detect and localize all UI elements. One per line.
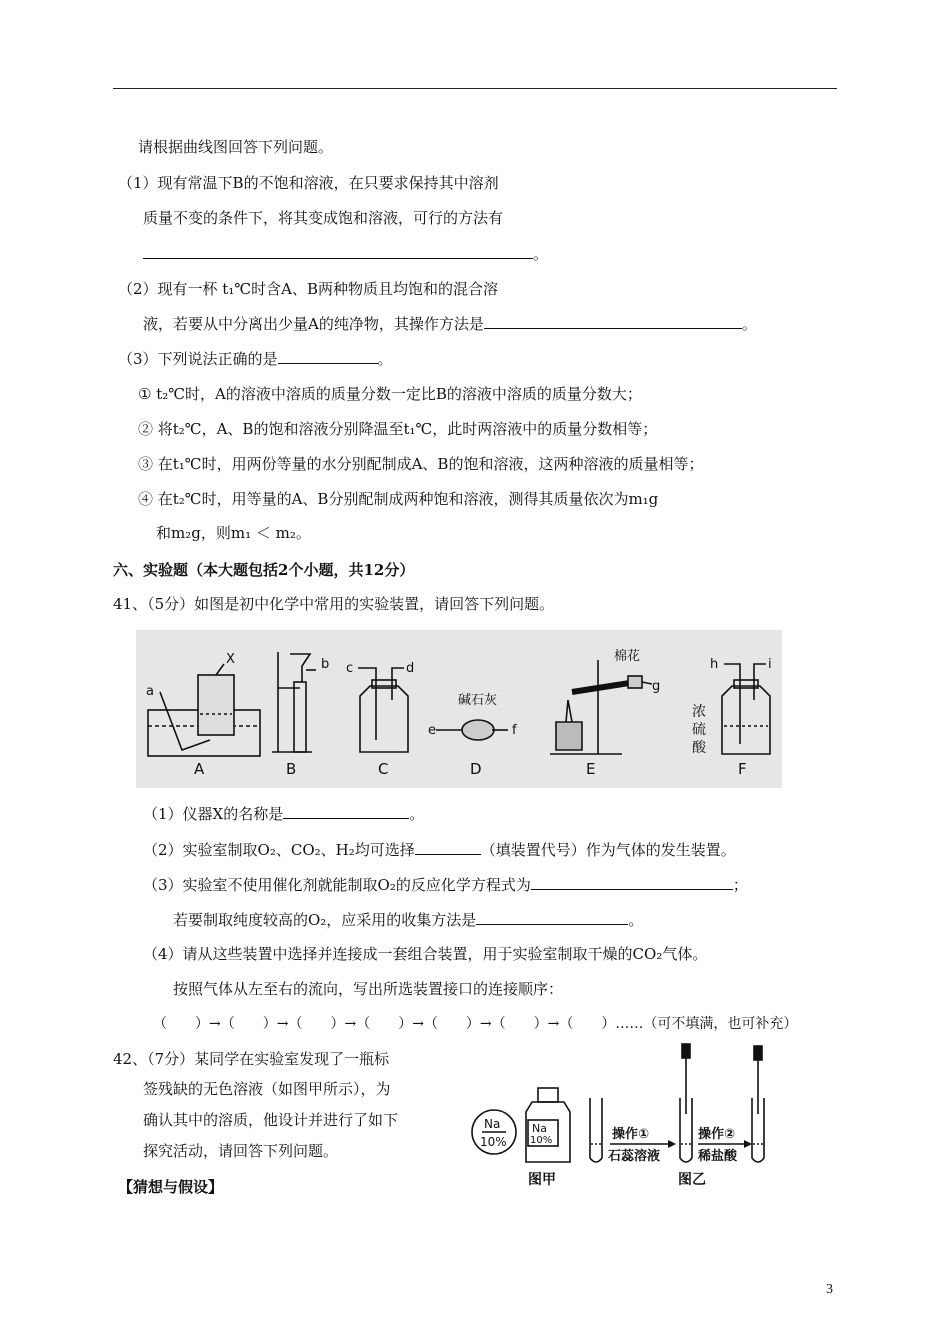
port-label-g: g xyxy=(652,679,661,694)
q41-apparatus-figure xyxy=(136,630,782,788)
q41-4-line-2: 按照气体从左至右的流向，写出所选装置接口的连接顺序： xyxy=(173,980,564,998)
q2-line-2: 液，若要从中分离出少量A的纯净物，其操作方法是 。 xyxy=(143,315,757,333)
section-6-heading: 六、实验题（本大题包括2个小题，共12分） xyxy=(113,561,415,579)
test-tube-3 xyxy=(752,1046,764,1162)
port-label-d: d xyxy=(406,661,415,676)
apparatus-label-e: E xyxy=(586,760,596,778)
port-label-e: e xyxy=(428,723,436,738)
q1-line-1: （1）现有常温下B的不饱和溶液，在只要求保持其中溶剂 xyxy=(118,174,499,192)
port-label-b: b xyxy=(321,657,330,672)
q42-figure xyxy=(462,1040,782,1190)
q41-3-blank-method[interactable] xyxy=(476,909,628,925)
op2-reagent-label: 稀盐酸 xyxy=(698,1149,738,1164)
header-rule xyxy=(113,88,837,89)
figure-label-jia: 图甲 xyxy=(528,1172,556,1188)
apparatus-label-f: F xyxy=(738,760,747,778)
guess-heading: 【猜想与假设】 xyxy=(118,1178,224,1196)
test-tube-2 xyxy=(680,1044,692,1162)
q3-option-4: ④ 在t₂℃时，用等量的A、B分别配制成两种饱和溶液，测得其质量依次为m₁g xyxy=(138,490,659,508)
arrow-op1-head xyxy=(668,1140,676,1148)
port-label-a: a xyxy=(146,684,154,699)
q3-blank[interactable] xyxy=(278,348,378,364)
q41-2-line: （2）实验室制取O₂、CO₂、H₂均可选择 （填装置代号）作为气体的发生装置。 xyxy=(143,841,736,859)
bottle-label-na: Na xyxy=(532,1122,547,1135)
q41-1-line: （1）仪器X的名称是 。 xyxy=(143,805,425,823)
op1-reagent-label: 石蕊溶液 xyxy=(608,1149,661,1164)
q2-line-1: （2）现有一杯 t₁℃时含A、B两种物质且均饱和的混合溶 xyxy=(118,280,498,298)
q3-option-3: ③ 在t₁℃时，用两份等量的水分别配制成A、B的饱和溶液，这两种溶液的质量相等； xyxy=(138,455,704,473)
magnifier-label-percent: 10% xyxy=(480,1135,507,1149)
acid-label-1: 浓 xyxy=(692,704,706,720)
acid-label-3: 酸 xyxy=(692,740,706,756)
q42-line-3: 确认其中的溶质，他设计并进行了如下 xyxy=(143,1111,399,1129)
test-tube-1 xyxy=(590,1098,602,1162)
figure-label-yi: 图乙 xyxy=(678,1172,706,1188)
port-label-x: X xyxy=(226,652,235,667)
soda-lime-label: 碱石灰 xyxy=(458,693,498,708)
q41-4-connection-order[interactable]: （ ）→（ ）→（ ）→（ ）→（ ）→（ ）→（ ）……（可不填满，也可补充） xyxy=(153,1016,798,1032)
q41-1-blank[interactable] xyxy=(283,803,409,819)
q1-answer-line: 。 xyxy=(143,243,548,264)
q41-stem: 41、（5分）如图是初中化学中常用的实验装置，请回答下列问题。 xyxy=(113,595,555,613)
apparatus-label-d: D xyxy=(470,760,482,778)
apparatus-label-c: C xyxy=(378,760,389,778)
port-label-i: i xyxy=(768,657,772,672)
intro-text: 请根据曲线图回答下列问题。 xyxy=(138,138,334,156)
q3-line: （3）下列说法正确的是 。 xyxy=(118,350,393,368)
q3-option-2: ② 将t₂℃，A、B的饱和溶液分别降温至t₁℃，此时两溶液中的质量分数相等； xyxy=(138,420,658,438)
q1-line-2: 质量不变的条件下，将其变成饱和溶液，可行的方法有 xyxy=(143,209,504,227)
q41-3-line: （3）实验室不使用催化剂就能制取O₂的反应化学方程式为 ； xyxy=(143,876,748,894)
apparatus-label-a: A xyxy=(194,760,205,778)
acid-label-2: 硫 xyxy=(692,722,706,738)
q2-blank[interactable] xyxy=(484,313,742,329)
bottle-label-percent: 10% xyxy=(530,1135,553,1146)
q41-2-blank[interactable] xyxy=(415,839,481,855)
q41-3b-line: 若要制取纯度较高的O₂，应采用的收集方法是 。 xyxy=(173,911,644,929)
q41-4-line-1: （4）请从这些装置中选择并连接成一套组合装置，用于实验室制取干燥的CO₂气体。 xyxy=(143,945,708,963)
port-label-f: f xyxy=(512,723,517,738)
q42-line-1: 42、（7分）某同学在实验室发现了一瓶标 xyxy=(113,1050,390,1068)
port-label-c: c xyxy=(346,661,354,676)
page-number: 3 xyxy=(826,1282,833,1297)
cotton-label: 棉花 xyxy=(614,649,641,664)
arrow-op2-head xyxy=(744,1140,752,1148)
q3-option-1: ① t₂℃时，A的溶液中溶质的质量分数一定比B的溶液中溶质的质量分数大； xyxy=(138,385,642,403)
op2-label: 操作② xyxy=(698,1127,736,1142)
port-label-h: h xyxy=(710,657,719,672)
magnifier-label-na: Na xyxy=(484,1117,501,1131)
q42-line-2: 签残缺的无色溶液（如图甲所示），为 xyxy=(143,1080,391,1098)
q1-blank[interactable] xyxy=(143,243,533,259)
apparatus-label-b: B xyxy=(286,760,297,778)
q42-line-4: 探究活动，请回答下列问题。 xyxy=(143,1142,339,1160)
q41-3-blank-equation[interactable] xyxy=(531,874,733,890)
q3-option-4-cont: 和m₂g，则m₁ ＜ m₂。 xyxy=(156,524,311,542)
op1-label: 操作① xyxy=(612,1127,650,1142)
